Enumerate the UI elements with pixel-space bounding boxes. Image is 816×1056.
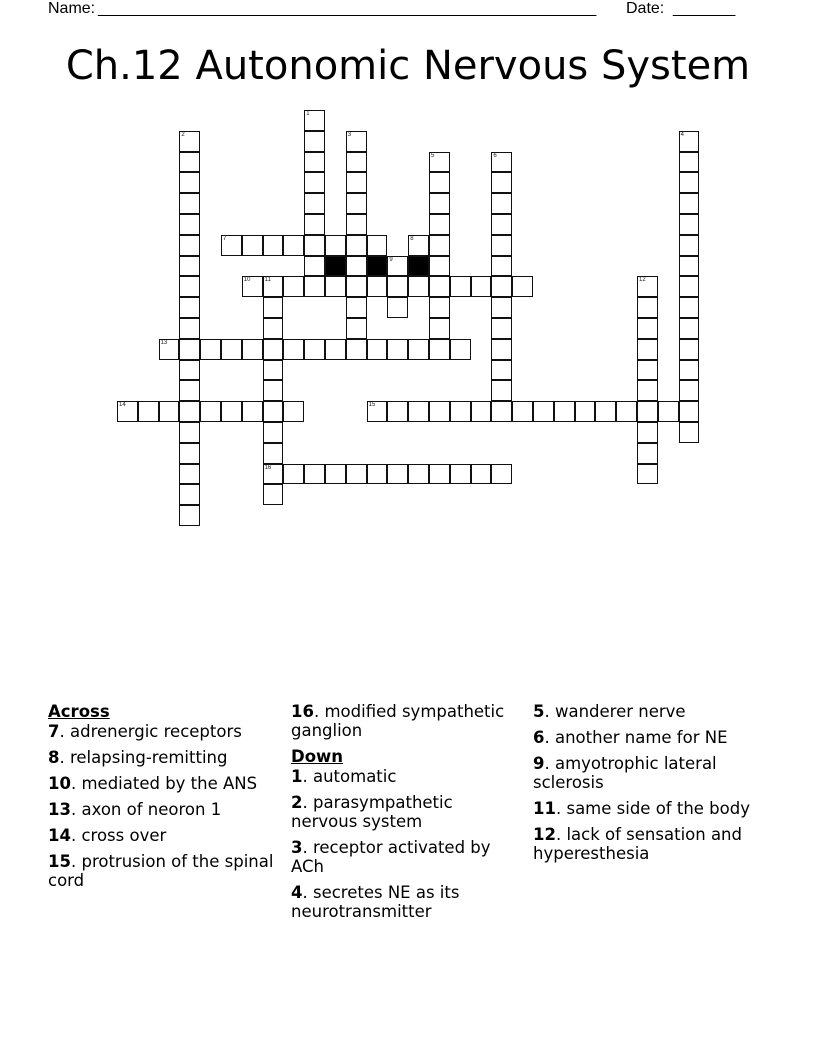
cell-number: 12 <box>639 277 646 284</box>
crossword-cell[interactable] <box>200 401 221 422</box>
clue-down-4: 4. secretes NE as its neurotransmitter <box>291 883 460 921</box>
crossword-cell[interactable] <box>429 214 450 235</box>
crossword-cell[interactable] <box>242 235 263 256</box>
crossword-cell[interactable] <box>179 297 200 318</box>
page-title: Ch.12 Autonomic Nervous System <box>65 43 751 89</box>
clue-text: protrusion of the spinal cord <box>48 852 274 890</box>
crossword-cell[interactable] <box>387 256 408 277</box>
clue-number: 3 <box>291 838 303 857</box>
crossword-cell[interactable] <box>304 152 325 173</box>
crossword-cell[interactable] <box>179 172 200 193</box>
crossword-cell[interactable] <box>491 380 512 401</box>
crossword-cell[interactable] <box>304 193 325 214</box>
date-field-line[interactable]: _______ <box>673 0 736 17</box>
crossword-cell[interactable] <box>679 276 700 297</box>
down-heading: Down <box>291 747 344 766</box>
crossword-cell[interactable] <box>512 401 533 422</box>
crossword-cell[interactable] <box>304 214 325 235</box>
clue-number: 8 <box>48 748 60 767</box>
crossword-cell[interactable] <box>429 276 450 297</box>
crossword-cell[interactable] <box>179 464 200 485</box>
crossword-cell[interactable] <box>471 276 492 297</box>
across-heading: Across <box>48 702 110 721</box>
crossword-cell[interactable] <box>367 339 388 360</box>
crossword-cell[interactable] <box>179 276 200 297</box>
crossword-cell[interactable] <box>179 484 200 505</box>
clues-column-3 <box>533 702 763 870</box>
crossword-cell[interactable] <box>387 401 408 422</box>
crossword-cell[interactable] <box>263 422 284 443</box>
crossword-cell[interactable] <box>679 297 700 318</box>
crossword-cell[interactable] <box>179 152 200 173</box>
clue-number: 11 <box>533 799 556 818</box>
crossword-cell[interactable] <box>679 193 700 214</box>
crossword-cell[interactable] <box>679 422 700 443</box>
crossword-cell[interactable] <box>242 401 263 422</box>
cell-number: 15 <box>368 402 376 409</box>
crossword-cell[interactable] <box>429 235 450 256</box>
crossword-cell[interactable] <box>658 401 679 422</box>
crossword-cell[interactable] <box>263 235 284 256</box>
crossword-cell[interactable] <box>179 339 200 360</box>
crossword-cell[interactable] <box>263 380 284 401</box>
crossword-cell[interactable] <box>679 131 700 152</box>
clue-number: 12 <box>533 825 556 844</box>
crossword-cell[interactable] <box>491 193 512 214</box>
crossword-cell[interactable] <box>491 235 512 256</box>
crossword-cell[interactable] <box>387 339 408 360</box>
clue-across-15: 15. protrusion of the spinal cord <box>48 852 274 890</box>
crossword-cell[interactable] <box>346 318 367 339</box>
clue-across-10: 10. mediated by the ANS <box>48 774 258 793</box>
crossword-cell[interactable] <box>408 401 429 422</box>
crossword-cell[interactable] <box>304 172 325 193</box>
crossword-cell[interactable] <box>346 131 367 152</box>
crossword-cell[interactable] <box>450 339 471 360</box>
crossword-cell[interactable] <box>263 443 284 464</box>
clue-down-12: 12. lack of sensation and hyperesthesia <box>533 825 742 863</box>
crossword-cell[interactable] <box>533 401 554 422</box>
crossword-cell[interactable] <box>283 235 304 256</box>
crossword-cell[interactable] <box>637 339 658 360</box>
crossword-cell[interactable] <box>491 318 512 339</box>
crossword-cell[interactable] <box>637 276 658 297</box>
clue-text: receptor activated by ACh <box>291 838 491 876</box>
crossword-cell[interactable] <box>429 256 450 277</box>
crossword-cell[interactable] <box>679 318 700 339</box>
crossword-cell[interactable] <box>408 276 429 297</box>
clue-number: 5 <box>533 702 545 721</box>
crossword-cell[interactable] <box>179 214 200 235</box>
crossword-cell[interactable] <box>367 235 388 256</box>
black-cell <box>408 256 429 277</box>
clue-text: relapsing-remitting <box>69 748 228 767</box>
crossword-cell[interactable] <box>637 297 658 318</box>
crossword-cell[interactable] <box>471 401 492 422</box>
crossword-cell[interactable] <box>429 318 450 339</box>
clue-text: lack of sensation and hyperesthesia <box>533 825 742 863</box>
crossword-cell[interactable] <box>200 339 221 360</box>
crossword-cell[interactable] <box>679 172 700 193</box>
clue-down-5: 5. wanderer nerve <box>533 702 686 721</box>
clues-column-2 <box>291 702 521 928</box>
clue-down-2: 2. parasympathetic nervous system <box>291 793 453 831</box>
crossword-cell[interactable] <box>304 256 325 277</box>
crossword-cell[interactable] <box>179 505 200 526</box>
clue-text: parasympathetic nervous system <box>291 793 453 831</box>
crossword-cell[interactable] <box>491 152 512 173</box>
crossword-cell[interactable] <box>408 235 429 256</box>
cell-number: 13 <box>160 339 168 346</box>
crossword-cell[interactable] <box>429 339 450 360</box>
clue-text: amyotrophic lateral sclerosis <box>533 754 717 792</box>
crossword-cell[interactable] <box>159 339 180 360</box>
crossword-cell[interactable] <box>283 339 304 360</box>
crossword-cell[interactable] <box>637 422 658 443</box>
clue-number: 10 <box>48 774 71 793</box>
crossword-cell[interactable] <box>325 276 346 297</box>
clue-number: 15 <box>48 852 71 871</box>
crossword-cell[interactable] <box>283 401 304 422</box>
clue-number: 7 <box>48 722 60 741</box>
cell-number: 6 <box>493 152 497 159</box>
crossword-cell[interactable] <box>429 297 450 318</box>
crossword-cell[interactable] <box>637 380 658 401</box>
crossword-cell[interactable] <box>304 110 325 131</box>
crossword-cell[interactable] <box>637 318 658 339</box>
crossword-cell[interactable] <box>263 484 284 505</box>
crossword-cell[interactable] <box>179 235 200 256</box>
crossword-cell[interactable] <box>263 360 284 381</box>
crossword-cell[interactable] <box>283 276 304 297</box>
worksheet-header <box>48 0 748 20</box>
crossword-cell[interactable] <box>346 256 367 277</box>
crossword-cell[interactable] <box>346 297 367 318</box>
clue-number: 9 <box>533 754 545 773</box>
crossword-cell[interactable] <box>304 464 325 485</box>
crossword-cell[interactable] <box>263 401 284 422</box>
clue-down-11: 11. same side of the body <box>533 799 750 818</box>
clue-text: same side of the body <box>566 799 750 818</box>
crossword-cell[interactable] <box>679 339 700 360</box>
crossword-cell[interactable] <box>679 235 700 256</box>
crossword-cell[interactable] <box>679 380 700 401</box>
crossword-cell[interactable] <box>346 339 367 360</box>
clue-text: automatic <box>312 767 397 786</box>
clue-number: 13 <box>48 800 71 819</box>
crossword-cell[interactable] <box>491 256 512 277</box>
crossword-cell[interactable] <box>304 339 325 360</box>
cell-number: 14 <box>119 402 126 409</box>
crossword-cell[interactable] <box>595 401 616 422</box>
crossword-cell[interactable] <box>221 401 242 422</box>
crossword-cell[interactable] <box>263 276 284 297</box>
crossword-cell[interactable] <box>554 401 575 422</box>
cell-number: 1 <box>306 111 310 117</box>
name-field-line[interactable]: ________________________________________________________ <box>98 0 597 17</box>
crossword-cell[interactable] <box>387 297 408 318</box>
crossword-cell[interactable] <box>138 401 159 422</box>
clue-across-16: 16. modified sympathetic ganglion <box>291 702 505 740</box>
clue-down-6: 6. another name for NE <box>533 728 728 747</box>
clue-across-8: 8. relapsing-remitting <box>48 748 228 767</box>
crossword-cell[interactable] <box>408 339 429 360</box>
crossword-cell[interactable] <box>408 464 429 485</box>
crossword-cell[interactable] <box>491 401 512 422</box>
cell-number: 4 <box>680 131 684 138</box>
crossword-cell[interactable] <box>263 339 284 360</box>
clue-text: axon of neoron 1 <box>81 800 222 819</box>
crossword-cell[interactable] <box>679 401 700 422</box>
crossword-cell[interactable] <box>637 464 658 485</box>
crossword-cell[interactable] <box>346 152 367 173</box>
cell-number: 11 <box>264 277 271 284</box>
crossword-cell[interactable] <box>325 339 346 360</box>
crossword-cell[interactable] <box>491 214 512 235</box>
clue-number: 2 <box>291 793 303 812</box>
crossword-cell[interactable] <box>679 256 700 277</box>
crossword-cell[interactable] <box>512 276 533 297</box>
crossword-cell[interactable] <box>637 360 658 381</box>
date-label: Date: <box>626 0 665 17</box>
crossword-cell[interactable] <box>159 401 180 422</box>
crossword-cell[interactable] <box>450 401 471 422</box>
crossword-cell[interactable] <box>242 276 263 297</box>
crossword-cell[interactable] <box>367 401 388 422</box>
crossword-cell[interactable] <box>179 380 200 401</box>
clue-text: mediated by the ANS <box>81 774 258 793</box>
crossword-cell[interactable] <box>325 235 346 256</box>
crossword-cell[interactable] <box>242 339 263 360</box>
crossword-cell[interactable] <box>491 360 512 381</box>
crossword-cell[interactable] <box>346 214 367 235</box>
cell-number: 3 <box>347 131 352 138</box>
crossword-cell[interactable] <box>429 152 450 173</box>
clue-text: adrenergic receptors <box>69 722 242 741</box>
crossword-cell[interactable] <box>179 360 200 381</box>
clues-column-1 <box>48 702 278 897</box>
crossword-cell[interactable] <box>346 172 367 193</box>
crossword-cell[interactable] <box>367 464 388 485</box>
black-cell <box>367 256 388 277</box>
clue-number: 16 <box>291 702 314 721</box>
clue-text: wanderer nerve <box>554 702 686 721</box>
clue-across-13: 13. axon of neoron 1 <box>48 800 222 819</box>
crossword-cell[interactable] <box>679 360 700 381</box>
crossword-cell[interactable] <box>325 464 346 485</box>
crossword-cell[interactable] <box>117 401 138 422</box>
crossword-cell[interactable] <box>450 276 471 297</box>
crossword-cell[interactable] <box>346 193 367 214</box>
crossword-cell[interactable] <box>491 276 512 297</box>
crossword-cell[interactable] <box>221 235 242 256</box>
crossword-cell[interactable] <box>179 318 200 339</box>
cell-number: 7 <box>223 235 227 242</box>
crossword-cell[interactable] <box>679 152 700 173</box>
clue-down-1: 1. automatic <box>291 767 397 786</box>
clue-text: another name for NE <box>554 728 728 747</box>
crossword-cell[interactable] <box>491 339 512 360</box>
crossword-cell[interactable] <box>679 214 700 235</box>
name-label: Name: <box>48 0 96 17</box>
crossword-cell[interactable] <box>304 131 325 152</box>
crossword-cell[interactable] <box>616 401 637 422</box>
crossword-cell[interactable] <box>263 464 284 485</box>
cell-number: 5 <box>431 152 435 159</box>
clue-number: 14 <box>48 826 71 845</box>
crossword-cell[interactable] <box>429 401 450 422</box>
crossword-cell[interactable] <box>179 443 200 464</box>
clue-down-3: 3. receptor activated by ACh <box>291 838 491 876</box>
crossword-cell[interactable] <box>179 193 200 214</box>
cell-number: 16 <box>264 464 272 471</box>
crossword-cell[interactable] <box>304 276 325 297</box>
clue-text: modified sympathetic ganglion <box>291 702 505 740</box>
crossword-cell[interactable] <box>491 464 512 485</box>
crossword-cell[interactable] <box>179 422 200 443</box>
crossword-cell[interactable] <box>387 464 408 485</box>
crossword-cell[interactable] <box>387 276 408 297</box>
black-cell <box>325 256 346 277</box>
crossword-cell[interactable] <box>263 318 284 339</box>
crossword-cell[interactable] <box>491 172 512 193</box>
crossword-cell[interactable] <box>346 276 367 297</box>
cell-number: 2 <box>181 131 185 138</box>
cell-number: 8 <box>410 235 414 242</box>
clue-number: 1 <box>291 767 303 786</box>
crossword-cell[interactable] <box>346 235 367 256</box>
clue-text: cross over <box>81 826 167 845</box>
crossword-cell[interactable] <box>637 443 658 464</box>
crossword-cell[interactable] <box>304 235 325 256</box>
clue-text: secretes NE as its neurotransmitter <box>291 883 460 921</box>
clue-across-7: 7. adrenergic receptors <box>48 722 242 741</box>
crossword-cell[interactable] <box>637 401 658 422</box>
clue-number: 6 <box>533 728 545 747</box>
crossword-cell[interactable] <box>450 464 471 485</box>
crossword-cell[interactable] <box>179 256 200 277</box>
crossword-cell[interactable] <box>575 401 596 422</box>
crossword-cell[interactable] <box>429 172 450 193</box>
crossword-cell[interactable] <box>471 464 492 485</box>
crossword-cell[interactable] <box>429 464 450 485</box>
crossword-cell[interactable] <box>367 276 388 297</box>
cell-number: 9 <box>389 256 393 263</box>
cell-number: 10 <box>243 277 251 284</box>
clue-number: 4 <box>291 883 303 902</box>
clue-down-9: 9. amyotrophic lateral sclerosis <box>533 754 717 792</box>
crossword-cell[interactable] <box>263 297 284 318</box>
crossword-cell[interactable] <box>179 401 200 422</box>
crossword-cell[interactable] <box>283 464 304 485</box>
crossword-grid <box>117 110 717 540</box>
crossword-cell[interactable] <box>221 339 242 360</box>
crossword-cell[interactable] <box>346 464 367 485</box>
clue-across-14: 14. cross over <box>48 826 167 845</box>
crossword-cell[interactable] <box>429 193 450 214</box>
crossword-cell[interactable] <box>491 297 512 318</box>
crossword-cell[interactable] <box>179 131 200 152</box>
